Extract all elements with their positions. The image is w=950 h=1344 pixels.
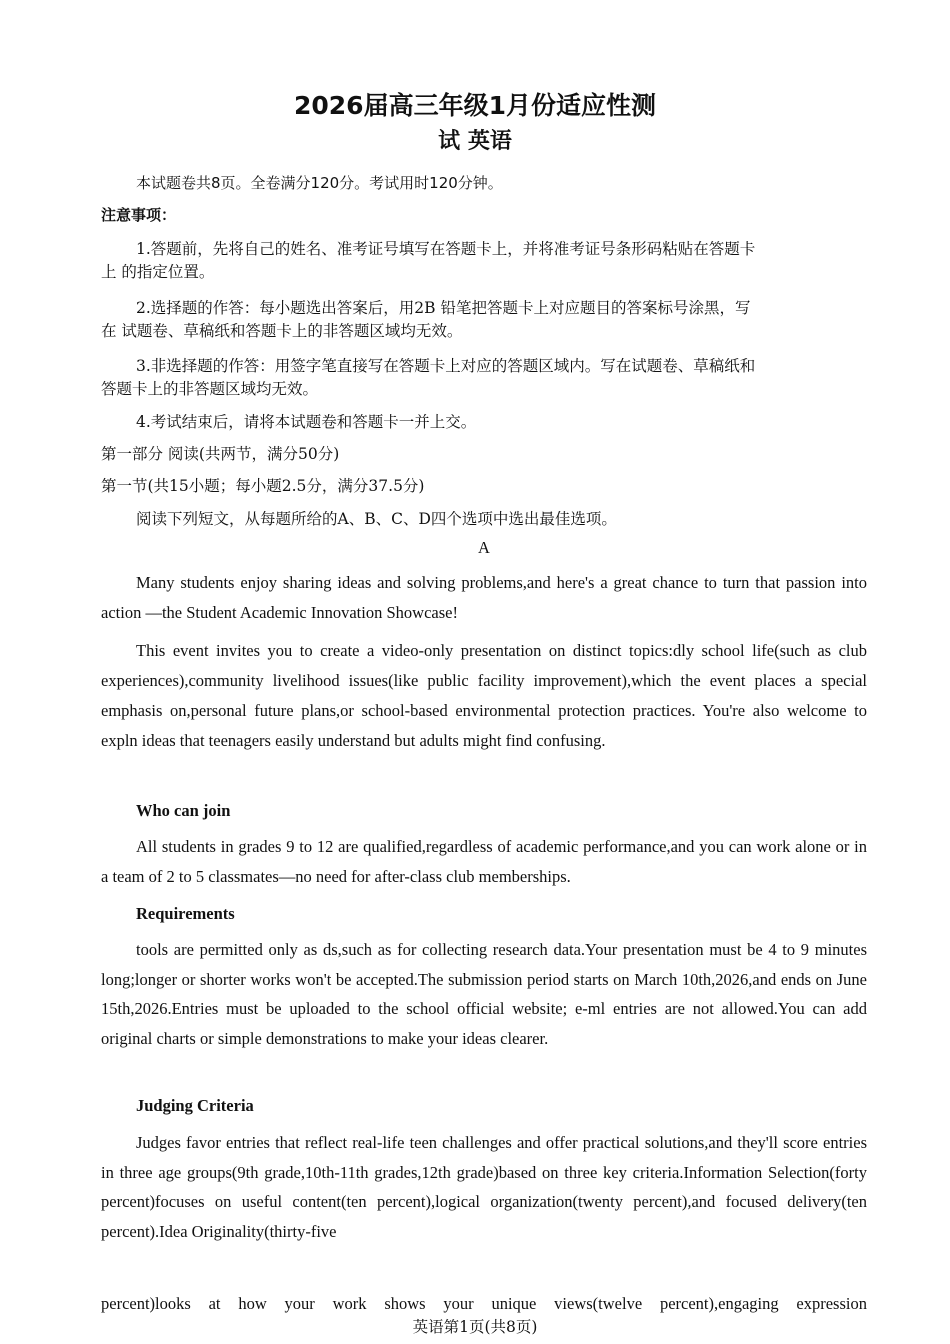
passage-paragraph-2: This event invites you to create a video-only presentation on distinct topics:dly school life(such as club experiences),community livelihood issues(like public facility improvement),which the event places a special emphasis on,personal future plans,or school-based environmental protection practices. You're also welcome to expln ideas that teenagers easily understand but adults might find confusing.: [101, 641, 867, 750]
notice-item-2a: 2.选择题的作答：每小题选出答案后，用2B 铅笔把答题卡上对应题目的答案标号涂黑，写: [136, 299, 751, 317]
exam-title-line2: 试 英语: [438, 129, 512, 154]
section1-heading: 第一节(共15小题；每小题2.5分，满分37.5分): [101, 477, 425, 495]
exam-intro: 本试题卷共8页。全卷满分120分。考试用时120分钟。: [136, 174, 503, 192]
notice-item-4: 4.考试结束后，请将本试题卷和答题卡一并上交。: [136, 413, 477, 431]
passage-paragraph-1: Many students enjoy sharing ideas and solving problems,and here's a great chance to turn that passion into action —the Student Academic Innovation Showcase!: [101, 573, 867, 622]
reading-instruction: 阅读下列短文，从每题所给的A、B、C、D四个选项中选出最佳选项。: [136, 510, 617, 528]
heading-who-can-join: Who can join: [136, 801, 231, 820]
passage-paragraph-3: All students in grades 9 to 12 are qualified,regardless of academic performance,and you can work alone or in a team of 2 to 5 classmates—no need for after-class club memberships.: [101, 837, 867, 886]
notice-item-1b: 上 的指定位置。: [101, 263, 215, 281]
passage-paragraph-4: tools are permitted only as ds,such as for collecting research data.Your presentation must be 4 to 9 minutes long;longer or shorter works won't be accepted.The submission period starts on March 10th,2026,and ends on June 15th,2026.Entries must be uploaded to the school official website; e-ml entries are not allowed.You can add original charts or simple demonstrations to make your ideas clearer.: [101, 940, 867, 1048]
notice-item-3b: 答题卡上的非答题区域均无效。: [101, 380, 319, 398]
notice-heading: 注意事项：: [101, 206, 177, 224]
notice-item-1a: 1.答题前，先将自己的姓名、准考证号填写在答题卡上，并将准考证号条形码粘贴在答题卡: [136, 240, 756, 258]
page-footer: 英语第1页(共8页): [412, 1318, 538, 1336]
heading-requirements: Requirements: [136, 904, 235, 923]
notice-item-2b: 在 试题卷、草稿纸和答题卡上的非答题区域均无效。: [101, 322, 463, 340]
passage-paragraph-5: Judges favor entries that reflect real-life teen challenges and offer practical solutions,and they'll score entries in three age groups(9th grade,10th-11th grades,12th grade)based on three key criteria.Information Selection(forty percent)focuses on useful content(ten percent),logical organization(twenty percent),and focused delivery(ten percent).Idea Originality(thirty-five: [101, 1133, 867, 1241]
exam-title-line1: 2026届高三年级1月份适应性测: [294, 91, 656, 120]
passage-paragraph-6: percent)looks at how your work shows your unique views(twelve percent),engaging expression: [101, 1294, 867, 1313]
part1-heading: 第一部分 阅读(共两节，满分50分): [101, 445, 340, 463]
heading-judging-criteria: Judging Criteria: [136, 1096, 254, 1115]
passage-label: A: [478, 538, 490, 557]
notice-item-3a: 3.非选择题的作答：用签字笔直接写在答题卡上对应的答题区域内。写在试题卷、草稿纸和: [136, 357, 756, 375]
